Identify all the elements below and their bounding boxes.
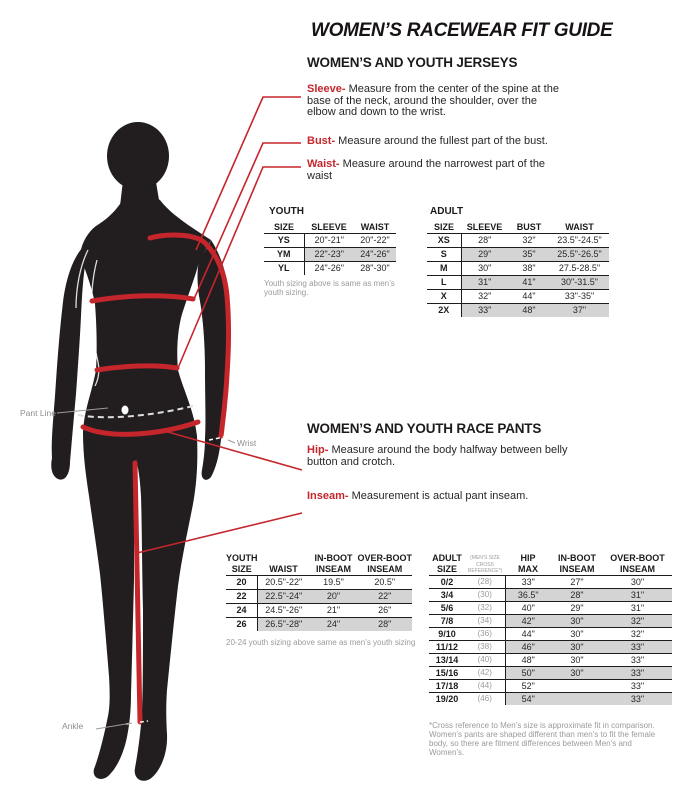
table-row <box>427 276 609 290</box>
bust-definition <box>307 136 587 148</box>
waist-desc: Measure around the narrowest part of the waist <box>307 158 546 182</box>
table-cell: 23.5"-24.5" <box>557 235 602 245</box>
table-cell: 2X <box>427 304 461 318</box>
table-cell: 17/18 <box>429 680 465 693</box>
column-header: IN-BOOT INSEAM <box>310 545 358 576</box>
table-cell: YL <box>264 262 304 276</box>
adult-pants-size-table <box>429 545 672 705</box>
table-cell: 24.5"-26" <box>258 604 310 618</box>
table-row <box>226 576 412 590</box>
table-cell: 26.5"-28" <box>258 618 310 632</box>
table-cell: (42) <box>465 667 505 680</box>
ankle-label: Ankle <box>62 721 84 731</box>
youth-jersey-note: Youth sizing above is same as men’s youth sizing. <box>264 279 395 297</box>
column-header: ADULT SIZE <box>429 545 465 576</box>
table-cell: 30" <box>551 628 603 641</box>
table-cell: 28" <box>358 618 413 632</box>
table-cell: XS <box>427 234 461 248</box>
table-cell: YM <box>264 248 304 262</box>
table-cell: 0/2 <box>440 577 454 587</box>
table-cell: 32" <box>522 235 536 245</box>
column-header: SIZE <box>427 219 461 234</box>
table-cell: (46) <box>465 693 505 706</box>
table-cell: 44" <box>508 290 550 304</box>
table-header-row <box>264 219 396 234</box>
table-cell: 24"-26" <box>304 262 354 276</box>
table-cell: 31" <box>461 276 508 290</box>
table-cell: 28" <box>551 589 603 602</box>
column-header: SLEEVE <box>461 219 508 234</box>
table-row <box>226 618 412 632</box>
table-cell: 28"-30" <box>354 262 396 276</box>
table-header-row <box>226 545 412 576</box>
table-header-row <box>429 545 672 576</box>
column-header: WAIST <box>550 219 609 234</box>
table-cell: 30" <box>630 577 645 587</box>
table-cell: 9/10 <box>429 628 465 641</box>
table-cell: 36.5" <box>505 589 551 602</box>
table-cell: 33" <box>603 667 672 680</box>
table-cell: (40) <box>465 654 505 667</box>
table-cell: 20 <box>226 576 258 590</box>
table-row <box>429 693 672 706</box>
column-header: OVER-BOOT INSEAM <box>358 545 413 576</box>
table-cell: 3/4 <box>429 589 465 602</box>
pants-heading: WOMEN’S AND YOUTH RACE PANTS <box>307 421 542 436</box>
column-header: YOUTH SIZE <box>226 545 258 576</box>
column-header: (MEN’S SIZE CROSS REFERENCE*) <box>465 545 505 576</box>
table-cell: 22"-23" <box>304 248 354 262</box>
table-cell: 33" <box>521 577 535 587</box>
jerseys-heading: WOMEN’S AND YOUTH JERSEYS <box>307 55 518 70</box>
table-cell: 33" <box>603 693 672 706</box>
table-row <box>427 248 609 262</box>
table-cell: M <box>427 262 461 276</box>
table-cell: 15/16 <box>429 667 465 680</box>
table-cell: L <box>427 276 461 290</box>
table-cell: 52" <box>505 680 551 693</box>
table-cell: 21" <box>310 604 358 618</box>
table-cell: 13/14 <box>429 654 465 667</box>
waist-definition <box>307 159 555 182</box>
table-cell: 30"-31.5" <box>550 276 609 290</box>
table-cell: (36) <box>465 628 505 641</box>
table-cell: 40" <box>505 602 551 615</box>
table-cell: 32" <box>603 615 672 628</box>
table-cell: 7/8 <box>429 615 465 628</box>
table-cell: YS <box>264 234 304 248</box>
table-cell: 30" <box>551 641 603 654</box>
column-header: SLEEVE <box>304 219 354 234</box>
adult-jersey-table-caption: ADULT <box>430 206 464 217</box>
table-cell <box>551 680 603 693</box>
page-title: WOMEN’S RACEWEAR FIT GUIDE <box>311 20 613 41</box>
wrist-label: Wrist <box>237 438 257 448</box>
hip-term: Hip- <box>307 444 329 456</box>
table-row <box>429 641 672 654</box>
inseam-definition <box>307 491 587 503</box>
table-row <box>427 234 609 248</box>
table-cell: 44" <box>505 628 551 641</box>
column-header: WAIST <box>258 545 310 576</box>
column-header: SIZE <box>264 219 304 234</box>
table-cell: 20.5" <box>374 577 396 587</box>
table-cell: 29" <box>461 248 508 262</box>
table-cell: 33" <box>461 304 508 318</box>
table-row <box>427 262 609 276</box>
table-cell: 46" <box>505 641 551 654</box>
table-cell: 29" <box>551 602 603 615</box>
table-cell: 30" <box>551 654 603 667</box>
table-cell: 33"-35" <box>550 290 609 304</box>
youth-pants-note: 20-24 youth sizing above same as men’s youth sizing <box>226 638 416 647</box>
table-row <box>264 234 396 248</box>
table-cell: 30" <box>551 667 603 680</box>
table-cell: 27.5-28.5" <box>550 262 609 276</box>
table-cell: 30" <box>551 615 603 628</box>
sleeve-term: Sleeve- <box>307 83 346 95</box>
table-row <box>427 290 609 304</box>
table-cell: 48" <box>508 304 550 318</box>
hip-desc: Measure around the body halfway between belly button and crotch. <box>307 444 568 468</box>
table-cell: (44) <box>465 680 505 693</box>
table-cell: 26 <box>226 618 258 632</box>
table-cell: 24"-26" <box>354 248 396 262</box>
table-row <box>429 615 672 628</box>
column-header: IN-BOOT INSEAM <box>551 545 603 576</box>
table-cell: 20"-22" <box>360 235 390 245</box>
table-cell: 20" <box>310 590 358 604</box>
table-cell: 32" <box>461 290 508 304</box>
adult-jersey-size-table <box>427 219 609 317</box>
inseam-measure-line <box>135 463 140 722</box>
table-row <box>429 680 672 693</box>
table-row <box>429 667 672 680</box>
table-cell: X <box>427 290 461 304</box>
belly-button <box>122 406 129 415</box>
table-cell: (30) <box>465 589 505 602</box>
table-cell: 28" <box>478 235 492 245</box>
sleeve-desc: Measure from the center of the spine at the base of the neck, around the shoulder, over the elbow and down to the wrist. <box>307 83 559 119</box>
table-cell: 33" <box>603 680 672 693</box>
bust-desc: Measure around the fullest part of the bust. <box>338 135 548 147</box>
table-cell: 33" <box>603 654 672 667</box>
table-cell: 33" <box>603 641 672 654</box>
table-row <box>427 304 609 318</box>
inseam-term: Inseam- <box>307 490 349 502</box>
column-header: BUST <box>508 219 550 234</box>
table-cell: 11/12 <box>429 641 465 654</box>
table-cell: 32" <box>603 628 672 641</box>
column-header: OVER-BOOT INSEAM <box>603 545 672 576</box>
table-cell: 37" <box>550 304 609 318</box>
table-cell: 19.5" <box>323 577 344 587</box>
waist-term: Waist- <box>307 158 340 170</box>
table-cell: 24" <box>310 618 358 632</box>
column-header: HIP MAX <box>505 545 551 576</box>
table-cell: 5/6 <box>429 602 465 615</box>
table-cell: 41" <box>508 276 550 290</box>
table-cell: (28) <box>465 576 505 589</box>
table-cell: (38) <box>465 641 505 654</box>
table-cell: 26" <box>358 604 413 618</box>
table-row <box>264 262 396 276</box>
table-row <box>429 576 672 589</box>
table-cell: S <box>427 248 461 262</box>
table-cell <box>551 693 603 706</box>
youth-jersey-size-table <box>264 219 396 275</box>
table-cell: 22 <box>226 590 258 604</box>
table-row <box>226 604 412 618</box>
table-cell: 22" <box>358 590 413 604</box>
sleeve-definition <box>307 84 565 119</box>
table-cell: 25.5"-26.5" <box>550 248 609 262</box>
table-cell: 54" <box>505 693 551 706</box>
table-cell: 48" <box>505 654 551 667</box>
table-header-row <box>427 219 609 234</box>
hip-definition <box>307 445 575 468</box>
table-cell: 20.5"-22" <box>265 577 303 587</box>
table-cell: 35" <box>508 248 550 262</box>
table-row <box>429 602 672 615</box>
table-cell: 22.5"-24" <box>258 590 310 604</box>
table-cell: 30" <box>461 262 508 276</box>
youth-jersey-table-caption: YOUTH <box>269 206 304 217</box>
table-cell: 19/20 <box>429 693 465 706</box>
table-cell: 31" <box>603 602 672 615</box>
table-cell: 50" <box>505 667 551 680</box>
column-header: WAIST <box>354 219 396 234</box>
table-cell: 31" <box>603 589 672 602</box>
adult-pants-note: *Cross reference to Men’s size is approximate fit in comparison. Women’s pants are shaped different than men’s to fit the female body, so there are fitment differences between Men’s and Women’s. <box>429 721 656 757</box>
table-row <box>264 248 396 262</box>
pant-line-label: Pant Line <box>20 408 56 418</box>
bust-term: Bust- <box>307 135 336 147</box>
table-cell: 38" <box>508 262 550 276</box>
table-row <box>226 590 412 604</box>
table-cell: 42" <box>505 615 551 628</box>
inseam-desc: Measurement is actual pant inseam. <box>351 490 529 502</box>
table-cell: (32) <box>465 602 505 615</box>
table-row <box>429 628 672 641</box>
table-row <box>429 654 672 667</box>
youth-pants-size-table <box>226 545 412 631</box>
table-cell: 27" <box>570 577 584 587</box>
table-row <box>429 589 672 602</box>
table-cell: (34) <box>465 615 505 628</box>
table-cell: 20"-21" <box>314 235 344 245</box>
table-cell: 24 <box>226 604 258 618</box>
